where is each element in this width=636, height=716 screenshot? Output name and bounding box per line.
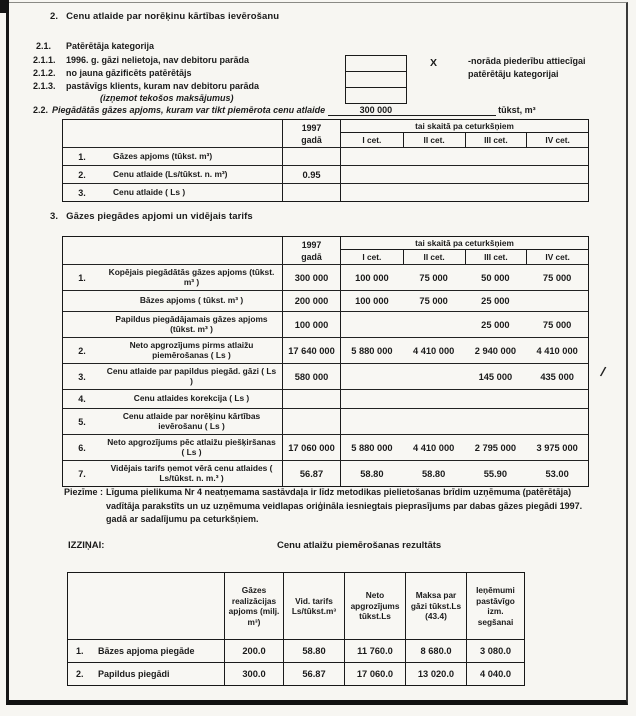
q1-value: 5 880 000 — [351, 345, 393, 356]
value-cell: 11 760.0 — [344, 640, 405, 662]
quarter-column-headers — [341, 250, 588, 264]
section-2-1-title: Patērētāja kategorija — [66, 41, 155, 51]
row-number: 3. — [78, 187, 86, 198]
table-row — [63, 290, 588, 311]
section-3-number: 3. — [50, 211, 59, 222]
header-avg-tariff: Vid. tarifs Ls/tūkst.m³ — [283, 573, 344, 639]
category-checkbox-3 — [345, 87, 407, 104]
year-value: 300 000 — [283, 265, 341, 290]
note-text: Līguma pielikuma Nr 4 neatņemama sastāvdaļa ir līdz metodikas pielietošanas brīdim uzņēmuma (patērētāja) vadītāja parakstīts un uz uzņēmuma veidlapas oriģināla iesniegtais pieprasījums par dabas gāzes piegādi 1997. gadā ar sadalījumu pa ceturkšņiem. — [106, 487, 583, 524]
q4-value: 4 410 000 — [536, 345, 578, 356]
year-value — [283, 409, 341, 434]
x-mark: X — [430, 57, 438, 69]
quarter-2-header: II cet. — [403, 250, 465, 264]
category-checkbox-2 — [345, 71, 407, 88]
section-2-1-number: 2.1. — [36, 41, 52, 51]
q3-value: 145 000 — [478, 371, 513, 382]
row-number: 6. — [78, 442, 86, 453]
value-cell: 200.0 — [224, 640, 283, 662]
year-line-1: 1997 — [301, 122, 322, 133]
row-label: Cenu atlaide par papildus piegād. gāzi ( Ls ) — [101, 364, 283, 389]
header-income-fixed-costs: Ieņēmumi pastāvīgo izm. segšanai — [466, 573, 524, 639]
quarter-values — [341, 265, 588, 290]
row-number: 2. — [78, 345, 86, 356]
value-cell: 3 080.0 — [466, 640, 524, 662]
q2-value: 75 000 — [419, 296, 448, 306]
row-label: Kopējais piegādātās gāzes apjoms (tūkst. m³ ) — [101, 265, 283, 290]
table-row — [63, 264, 588, 290]
section-3-heading — [50, 211, 253, 222]
result-header-row — [68, 573, 524, 639]
q3-value: 2 940 000 — [474, 345, 517, 356]
header-empty-cell — [63, 120, 283, 147]
value-cell: 13 020.0 — [405, 663, 466, 685]
q3-value: 55.90 — [483, 468, 507, 479]
category-item-2-number: 2.1.2. — [33, 67, 56, 78]
gas-volume-value: 300 000 — [359, 105, 393, 115]
row-number — [63, 291, 101, 311]
q1-value: 100 000 — [355, 272, 389, 283]
quarter-column-headers — [341, 133, 588, 147]
year-value: 580 000 — [283, 364, 341, 389]
value-cell: 4 040.0 — [466, 663, 524, 685]
year-value: 56.87 — [283, 461, 341, 486]
quarter-1-header: I cet. — [362, 252, 382, 262]
year-value: 17 640 000 — [283, 338, 341, 363]
row-number: 4. — [78, 394, 86, 404]
gas-volume-unit: tūkst, m³ — [498, 105, 536, 115]
row-number: 3. — [78, 371, 86, 382]
header-year-cell — [283, 120, 341, 147]
section-2-2-number: 2.2. — [33, 105, 49, 115]
value-cell: 56.87 — [283, 663, 344, 685]
value-cell: 300.0 — [224, 663, 283, 685]
q2-value: 75 000 — [419, 272, 448, 283]
section-2-heading — [50, 11, 279, 22]
year-value — [283, 390, 341, 408]
section-3-title: Gāzes piegādes apjomi un vidējais tarifs — [66, 211, 253, 222]
row-label: Gāzes apjoms (tūkst. m³) — [101, 148, 283, 165]
q4-value: 3 975 000 — [536, 442, 578, 453]
table-discount-result — [67, 572, 525, 686]
value-cell: 58.80 — [283, 640, 344, 662]
q1-value: 5 880 000 — [351, 442, 393, 453]
q4-value: 75 000 — [542, 319, 572, 330]
category-item-3-number: 2.1.3. — [33, 80, 56, 91]
table-row — [63, 337, 588, 363]
row-label: Cenu atlaide par norēķinu kārtības ievērošanu ( Ls ) — [101, 409, 283, 434]
row-number: 1. — [78, 272, 86, 283]
table-row — [68, 662, 524, 685]
row-number: 2. — [78, 169, 86, 180]
table-row — [63, 147, 588, 165]
quarter-values — [341, 435, 588, 460]
q2-value: 4 410 000 — [412, 442, 455, 453]
table-row — [63, 363, 588, 389]
row-number: 7. — [78, 468, 86, 479]
value-cell: 8 680.0 — [405, 640, 466, 662]
row-label: Bāzes apjoms ( tūkst. m³ ) — [101, 291, 283, 311]
section-2-title: Cenu atlaide par norēķinu kārtības ievērošanu — [66, 11, 280, 22]
quarters-title: tai skaitā pa ceturkšņiem — [341, 120, 588, 133]
category-item-1-text: 1996. g. gāzi nelietoja, nav debitoru parāda — [66, 54, 250, 65]
quarter-values — [341, 409, 588, 434]
row-number — [63, 312, 101, 337]
row-number: 5. — [78, 416, 86, 427]
table-row — [63, 311, 588, 337]
izzinai-label: IZZIŅAI: — [68, 540, 105, 551]
year-line-1: 1997 — [301, 239, 322, 250]
q4-value: 435 000 — [540, 371, 574, 382]
category-item-2 — [33, 68, 192, 78]
header-empty-cell — [63, 237, 283, 264]
category-item-1-number: 2.1.1. — [33, 54, 56, 65]
quarter-1-header: I cet. — [362, 135, 382, 145]
section-2-1-heading — [36, 41, 154, 51]
q3-value: 2 795 000 — [474, 442, 517, 453]
quarters-value — [341, 166, 588, 183]
header-empty-cell — [68, 573, 224, 639]
quarters-value — [341, 184, 588, 201]
category-item-3 — [33, 81, 259, 91]
header-year-cell — [283, 237, 341, 264]
row-label: Cenu atlaide ( Ls ) — [101, 184, 283, 201]
gas-volume-blank — [328, 105, 496, 116]
header-gas-payment: Maksa par gāzi tūkst.Ls (43.4) — [405, 573, 466, 639]
row-label: Vidējais tarifs ņemot vērā cenu atlaides ( Ls/tūkst. n. m.³ ) — [101, 461, 283, 486]
header-net-turnover: Neto apgrozījums tūkst.Ls — [344, 573, 405, 639]
result-table-title: Cenu atlaižu piemērošanas rezultāts — [277, 540, 442, 551]
row-label: Papildus piegādājamais gāzes apjoms (tūkst. m³ ) — [101, 312, 283, 337]
q3-value: 25 000 — [481, 296, 510, 306]
year-line-2: gadā — [301, 251, 322, 262]
quarters-value — [341, 148, 588, 165]
table-row — [63, 434, 588, 460]
checkbox-legend: -norāda piederību attiecīgai patērētāju kategorijai — [468, 56, 586, 79]
q3-value: 25 000 — [481, 319, 510, 330]
q1-value: 100 000 — [355, 296, 389, 306]
table-supply-tariff — [62, 236, 589, 487]
category-item-2-text: no jauna gāzificēts patērētājs — [66, 67, 192, 78]
q3-value: 50 000 — [481, 272, 510, 283]
table-supply-header — [63, 237, 588, 264]
quarter-values — [341, 390, 588, 408]
row-number: 1. — [76, 645, 84, 656]
row-label: Neto apgrozījums pirms atlaižu piemērošanas ( Ls ) — [101, 338, 283, 363]
table-row — [63, 460, 588, 486]
row-label: Cenu atlaides korekcija ( Ls ) — [101, 390, 283, 408]
row-number: 1. — [78, 151, 86, 162]
row-label: Papildus piegādi — [98, 668, 170, 679]
quarter-values — [341, 364, 588, 389]
note-label: Piezīme : — [64, 487, 104, 497]
row-label: Bāzes apjoma piegāde — [98, 645, 195, 656]
section-2-2-line — [33, 105, 536, 116]
quarters-title: tai skaitā pa ceturkšņiem — [341, 237, 588, 250]
quarter-4-header: IV cet. — [526, 133, 588, 147]
year-value — [283, 184, 341, 201]
q4-value: 53.00 — [545, 468, 569, 479]
table-row — [68, 639, 524, 662]
table-price-discount — [62, 119, 589, 202]
table-price-discount-header — [63, 120, 588, 147]
quarter-4-header: IV cet. — [526, 250, 588, 264]
header-quarters — [341, 237, 588, 264]
table-row — [63, 165, 588, 183]
q1-value: 58.80 — [360, 468, 384, 479]
year-line-2: gadā — [301, 134, 322, 145]
scan-artifact — [0, 0, 9, 13]
quarter-values — [341, 338, 588, 363]
row-label: Neto apgrozījums pēc atlaižu piešķiršanas ( Ls ) — [101, 435, 283, 460]
header-realization-volume: Gāzes realizācijas apjoms (milj. m³) — [224, 573, 283, 639]
q4-value: 75 000 — [542, 272, 572, 283]
year-value: 17 060 000 — [283, 435, 341, 460]
category-item-1 — [33, 55, 249, 65]
quarter-values — [341, 461, 588, 486]
q2-value: 58.80 — [421, 468, 446, 479]
row-label-cell — [68, 663, 224, 685]
header-quarters — [341, 120, 588, 147]
quarter-values — [341, 291, 588, 311]
year-value — [283, 148, 341, 165]
table-row — [63, 389, 588, 408]
section-2-number: 2. — [50, 11, 59, 22]
quarter-2-header: II cet. — [403, 133, 465, 147]
row-label-cell — [68, 640, 224, 662]
table-row — [63, 183, 588, 201]
row-number: 2. — [76, 668, 84, 679]
exception-note: (izņemot tekošos maksājumus) — [100, 93, 234, 103]
quarter-values — [341, 312, 588, 337]
year-value: 100 000 — [283, 312, 341, 337]
q2-value: 4 410 000 — [412, 345, 455, 356]
table-row — [63, 408, 588, 434]
value-cell: 17 060.0 — [344, 663, 405, 685]
category-item-3-text: pastāvīgs klients, kuram nav debitoru parāda — [66, 80, 260, 91]
row-label: Cenu atlaide (Ls/tūkst. n. m³) — [101, 166, 283, 183]
quarter-3-header: III cet. — [465, 133, 527, 147]
section-2-2-text: Piegādātās gāzes apjoms, kuram var tikt piemērota cenu atlaide — [52, 105, 326, 115]
quarter-3-header: III cet. — [465, 250, 527, 264]
handwritten-check-mark: / — [599, 363, 606, 380]
year-value: 0.95 — [283, 166, 341, 183]
note-paragraph — [64, 486, 598, 527]
year-value: 200 000 — [283, 291, 341, 311]
category-checkbox-1 — [345, 55, 407, 72]
